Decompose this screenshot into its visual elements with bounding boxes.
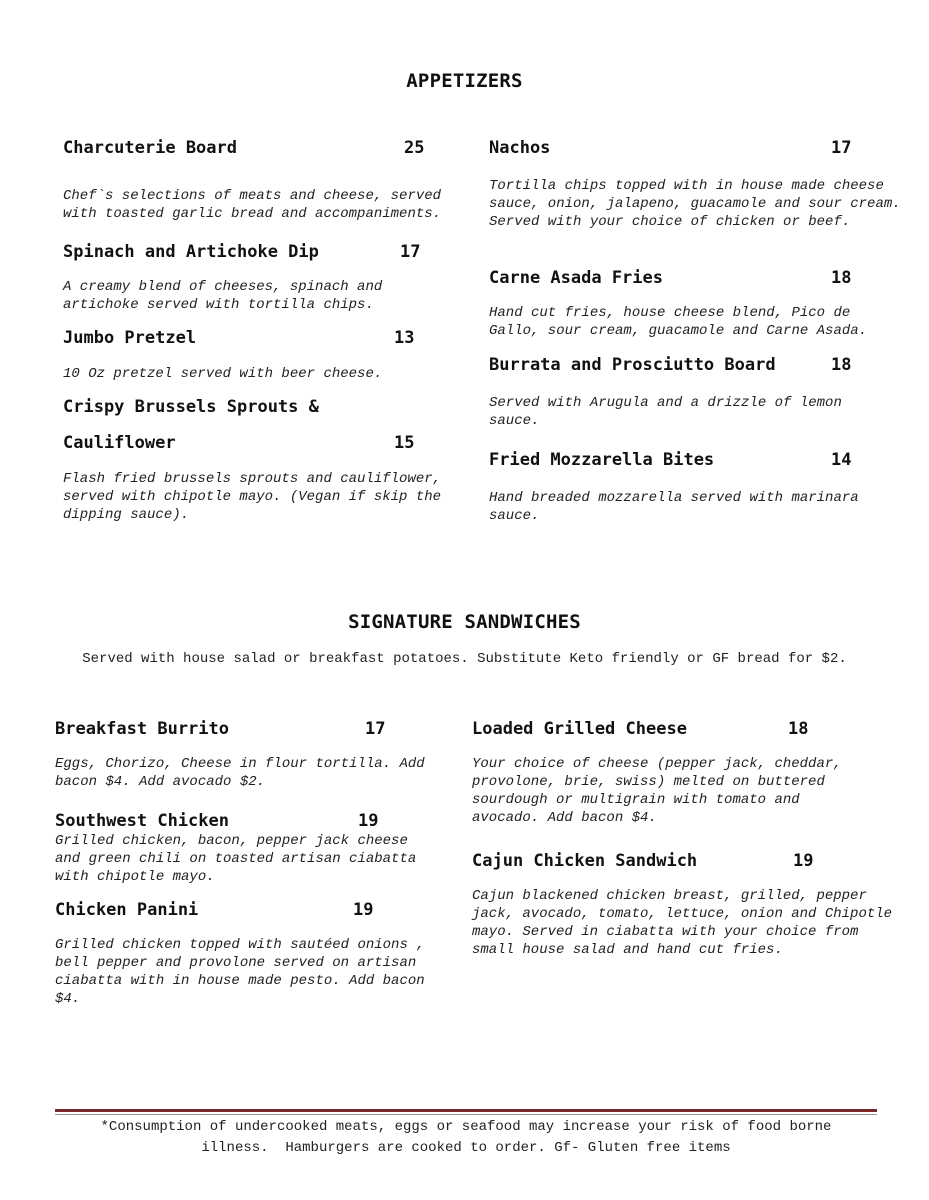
item-price-breakfast-burrito: 17 [365,719,386,739]
item-desc-chicken-panini: Grilled chicken topped with sautéed onions , bell pepper and provolone served on artisan ciabatta with in house made pesto. Add bacon $4. [55,937,425,1007]
footer-line-2: illness. Hamburgers are cooked to order. Gf- Gluten free items [201,1140,731,1156]
item-price-chicken-panini: 19 [353,900,374,920]
item-name-southwest-chicken: Southwest Chicken [55,811,229,831]
item-desc-cajun-chicken-sandwich: Cajun blackened chicken breast, grilled, pepper jack, avocado, tomato, lettuce, onion and Chipotle mayo. Served in ciabatta with your choice from small house salad and hand cut fries. [472,888,893,958]
item-desc-charcuterie-board: Chef`s selections of meats and cheese, served with toasted garlic bread and accompaniments. [63,188,442,222]
sandwiches-title: SIGNATURE SANDWICHES [348,611,581,633]
footer-rule [55,1109,877,1112]
item-name-fried-mozzarella: Fried Mozzarella Bites [489,450,715,470]
sandwiches-subtitle: Served with house salad or breakfast potatoes. Substitute Keto friendly or GF bread for $2. [82,651,847,667]
footer-disclaimer [60,1117,872,1159]
item-desc-spinach-artichoke-dip: A creamy blend of cheeses, spinach and artichoke served with tortilla chips. [63,279,383,313]
item-price-southwest-chicken: 19 [358,811,379,831]
item-name-brussels-line1: Crispy Brussels Sprouts & [63,397,319,417]
item-name-cajun-chicken-sandwich: Cajun Chicken Sandwich [472,851,698,871]
item-name-carne-asada-fries: Carne Asada Fries [489,268,663,288]
item-name-brussels-line2: Cauliflower [63,433,176,453]
item-name-loaded-grilled-cheese: Loaded Grilled Cheese [472,719,687,739]
item-name-charcuterie-board: Charcuterie Board [63,138,237,158]
item-price-carne-asada-fries: 18 [831,268,852,288]
item-desc-southwest-chicken: Grilled chicken, bacon, pepper jack cheese and green chili on toasted artisan ciabatta with chipotle mayo. [55,833,417,885]
footer-line-1: *Consumption of undercooked meats, eggs or seafood may increase your risk of food borne [100,1119,832,1135]
item-desc-brussels-sprouts: Flash fried brussels sprouts and cauliflower, served with chipotle mayo. (Vegan if skip the dipping sauce). [63,471,442,523]
item-name-jumbo-pretzel: Jumbo Pretzel [63,328,197,348]
item-desc-jumbo-pretzel: 10 Oz pretzel served with beer cheese. [63,366,383,382]
item-price-jumbo-pretzel: 13 [394,328,415,348]
item-desc-carne-asada-fries: Hand cut fries, house cheese blend, Pico de Gallo, sour cream, guacamole and Carne Asada. [489,305,868,339]
footer-rule-thin [55,1114,877,1115]
item-price-burrata-board: 18 [831,355,852,375]
item-desc-nachos: Tortilla chips topped with in house made cheese sauce, onion, jalapeno, guacamole and sour cream. Served with your choice of chicken or beef. [489,178,901,230]
item-price-brussels-sprouts: 15 [394,433,415,453]
item-desc-breakfast-burrito: Eggs, Chorizo, Cheese in flour tortilla. Add bacon $4. Add avocado $2. [55,756,425,790]
item-name-nachos: Nachos [489,138,551,158]
item-name-spinach-artichoke-dip: Spinach and Artichoke Dip [63,242,319,262]
item-price-loaded-grilled-cheese: 18 [788,719,809,739]
item-price-spinach-artichoke-dip: 17 [400,242,421,262]
item-price-fried-mozzarella: 14 [831,450,852,470]
appetizers-title: APPETIZERS [406,70,523,92]
item-price-nachos: 17 [831,138,852,158]
item-price-cajun-chicken-sandwich: 19 [793,851,814,871]
item-name-chicken-panini: Chicken Panini [55,900,199,920]
item-price-charcuterie-board: 25 [404,138,425,158]
item-desc-loaded-grilled-cheese: Your choice of cheese (pepper jack, cheddar, provolone, brie, swiss) melted on buttered sourdough or multigrain with tomato and avocado. Add bacon $4. [472,756,842,826]
item-name-burrata-board: Burrata and Prosciutto Board [489,355,776,375]
item-desc-burrata-board: Served with Arugula and a drizzle of lemon sauce. [489,395,842,429]
item-desc-fried-mozzarella: Hand breaded mozzarella served with marinara sauce. [489,490,859,524]
item-name-breakfast-burrito: Breakfast Burrito [55,719,229,739]
